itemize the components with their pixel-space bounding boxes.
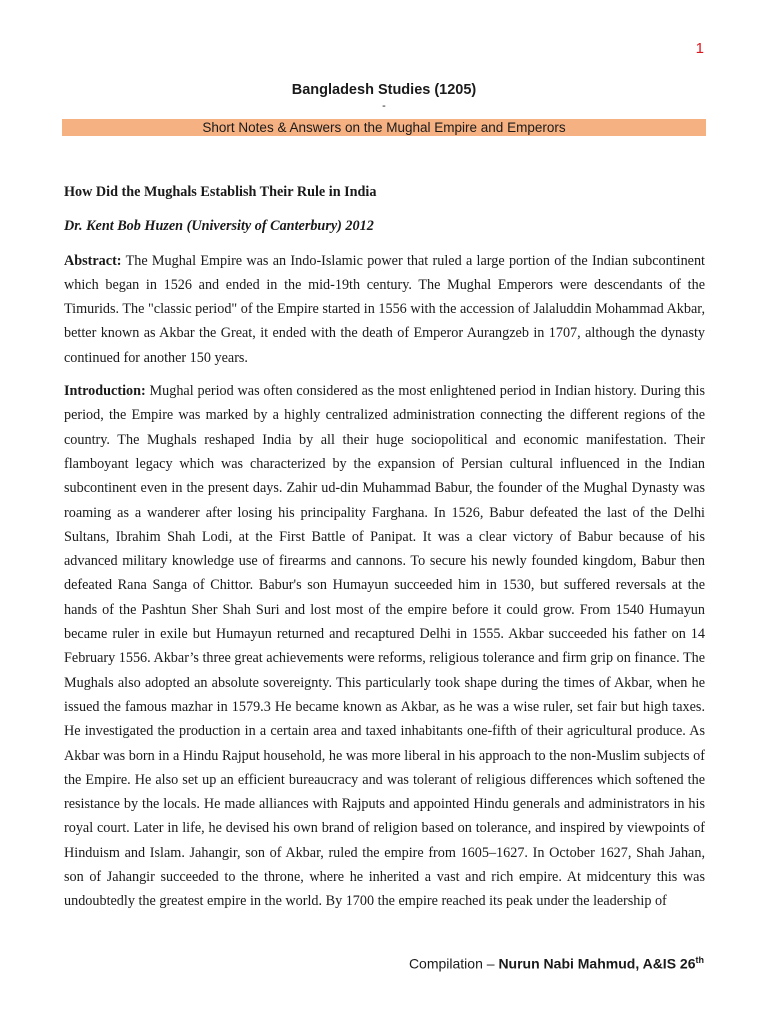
footer-superscript: th [695, 955, 704, 965]
footer-author-name: Nurun Nabi Mahmud, A&IS 26 [498, 955, 696, 972]
article-body [64, 180, 705, 923]
subtitle-banner: Short Notes & Answers on the Mughal Empire and Emperors [62, 119, 706, 136]
article-title: How Did the Mughals Establish Their Rule in India [64, 184, 377, 200]
abstract-paragraph [64, 249, 705, 370]
introduction-paragraph [64, 379, 705, 914]
title-separator-dash: - [382, 100, 386, 112]
course-title: Bangladesh Studies (1205) [291, 82, 477, 98]
abstract-text: The Mughal Empire was an Indo-Islamic power that ruled a large portion of the Indian subcontinent which began in 1526 and ended in the mid-19th century. The Mughal Emperors were descendants of the Timurids. The "classic period" of the Empire started in 1556 with the accession of Jalaluddin Mohammad Akbar, better known as Akbar the Great, it ended with the death of Emperor Aurangzeb in 1707, although the dynasty continued for another 150 years. [64, 252, 705, 366]
introduction-text: Mughal period was often considered as the most enlightened period in Indian history. During this period, the Empire was marked by a highly centralized administration connecting the different regions of the country. The Mughals reshaped India by all their huge sociopolitical and economic manifestation. Their flamboyant legacy which was characterized by the expansion of Persian cultural influenced in the Indian subcontinent even in the present days. Zahir ud-din Muhammad Babur, the founder of the Mughal Dynasty was roaming as a wanderer after losing his principality Farghana. In 1526, Babur defeated the last of the Delhi Sultans, Ibrahim Shah Lodi, at the First Battle of Panipat. It was a clear victory of Babur because of his advanced military knowledge use of firearms and cannons. To secure his newly founded kingdom, Babur then defeated Rana Sanga of Chittor. Babur's son Humayun succeeded him in 1530, but suffered reversals at the hands of the Pashtun Sher Shah Suri and lost most of the empire before it could grow. From 1540 Humayun became ruler in exile but Humayun returned and recaptured Delhi in 1555. Akbar succeeded his father on 14 February 1556. Akbar’s three great achievements were reforms, religious tolerance and firm grip on finance. The Mughals also adopted an absolute sovereignty. This particularly took shape during the times of Akbar, when he issued the famous mazhar in 1579.3 He became known as Akbar, as he was a wise ruler, set fair but high taxes. He investigated the production in a certain area and taxed inhabitants one-fifth of their agricultural produce. As Akbar was born in a Hindu Rajput household, he was more liberal in his approach to the non-Muslim subjects of the Empire. He also set up an efficient bureaucracy and was tolerant of religious differences which softened the resistance by the locals. He made alliances with Rajputs and appointed Hindu generals and administrators in his royal court. Later in life, he devised his own brand of religion based on tolerance, and inspired by viewpoints of Hinduism and Islam. Jahangir, son of Akbar, ruled the empire from 1605–1627. In October 1627, Shah Jahan, son of Jahangir succeeded to the throne, where he inherited a vast and rich empire. At midcentury this was undoubtedly the greatest empire in the world. By 1700 the empire reached its peak under the leadership of [64, 383, 705, 910]
page-number: 1 [695, 40, 704, 57]
footer-compilation [409, 955, 704, 972]
article-author: Dr. Kent Bob Huzen (University of Canterbury) 2012 [64, 218, 374, 235]
introduction-label: Introduction: [64, 383, 146, 400]
abstract-label: Abstract: [64, 252, 122, 269]
footer-prefix: Compilation – [408, 955, 499, 972]
